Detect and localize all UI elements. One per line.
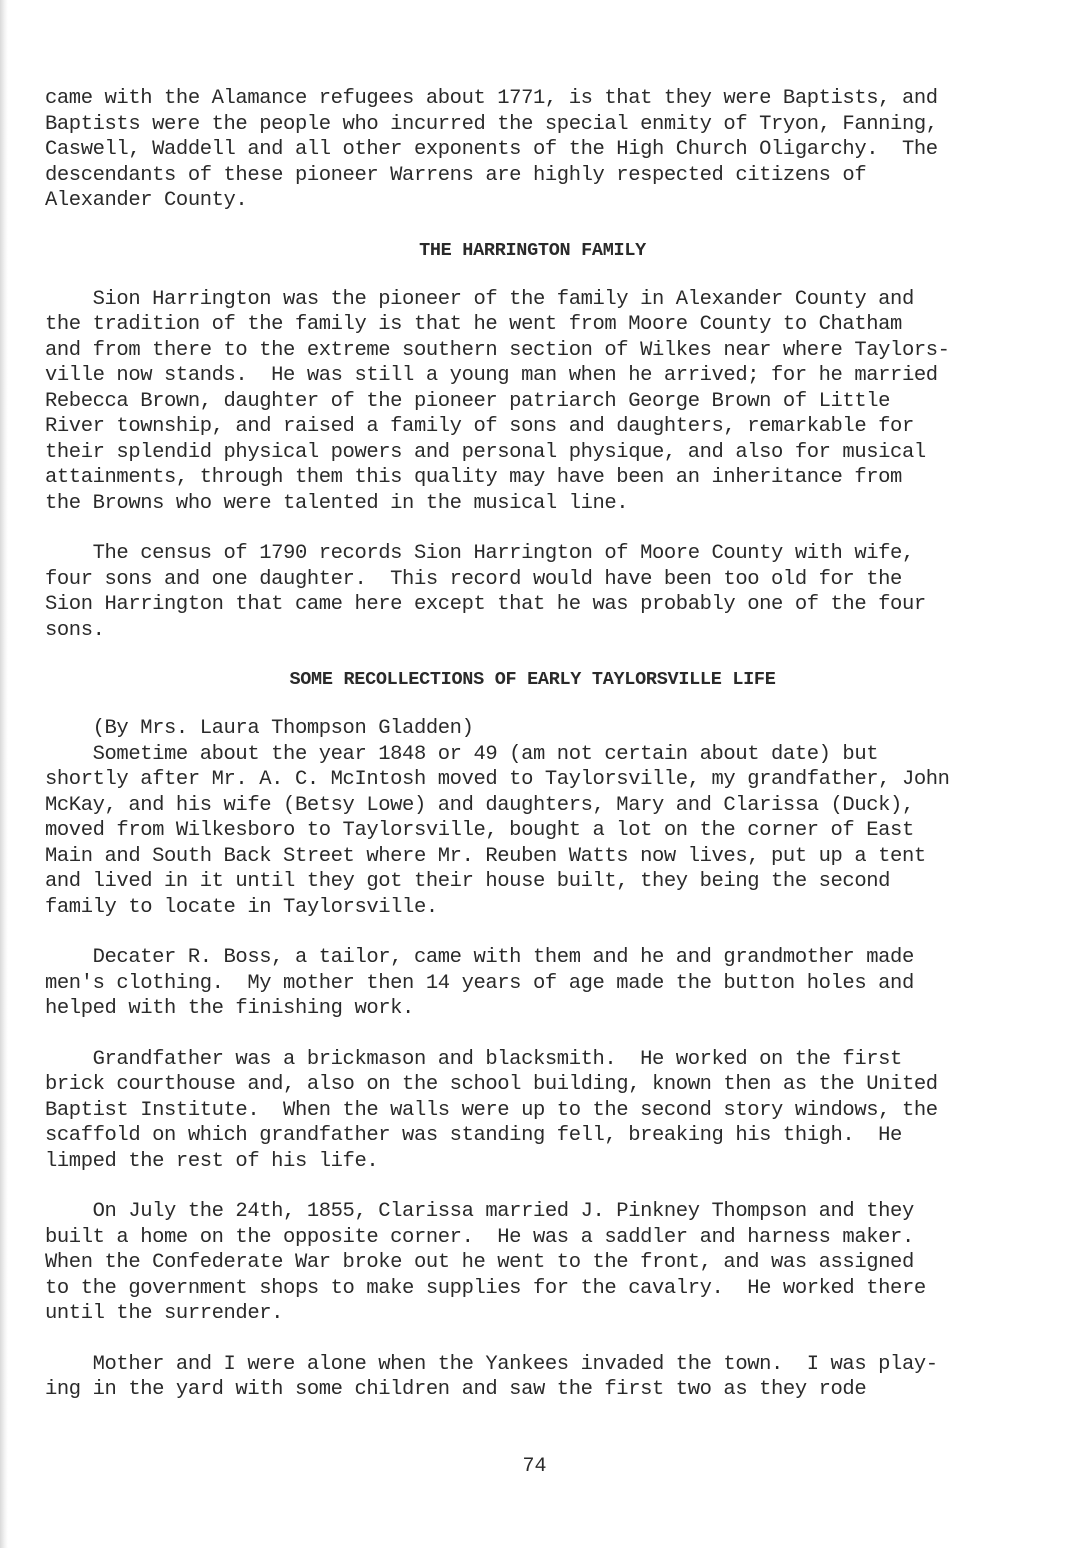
text-line: limped the rest of his life. xyxy=(45,1149,379,1173)
text-line: moved from Wilkesboro to Taylorsville, bought a lot on the corner of East xyxy=(45,819,914,842)
harrington-paragraph xyxy=(45,287,1020,517)
text-line: helped with the finishing work. xyxy=(45,997,414,1020)
text-line: built a home on the opposite corner. He was a saddler and harness maker. xyxy=(45,1225,914,1249)
text-line: to the government shops to make supplies for the cavalry. He worked there xyxy=(45,1276,926,1300)
page-binding-edge xyxy=(0,0,8,1548)
text-line: Baptist Institute. When the walls were up to the second story windows, the xyxy=(45,1098,938,1122)
text-line: the tradition of the family is that he went from Moore County to Chatham xyxy=(45,313,902,336)
text-line: Decater R. Boss, a tailor, came with them and he and grandmother made xyxy=(45,946,914,969)
text-line: Sion Harrington that came here except that he was probably one of the four xyxy=(45,593,926,616)
text-line: scaffold on which grandfather was standing fell, breaking his thigh. He xyxy=(45,1124,902,1147)
text-line: the Browns who were talented in the musical line. xyxy=(45,491,629,515)
text-line: family to locate in Taylorsville. xyxy=(45,895,438,919)
text-line: Sion Harrington was the pioneer of the family in Alexander County and xyxy=(45,287,914,311)
text-line: men's clothing. My mother then 14 years of age made the button holes and xyxy=(45,971,914,995)
text-line: attainments, through them this quality may have been an inheritance from xyxy=(45,466,902,489)
text-line: and from there to the extreme southern section of Wilkes near where Taylors- xyxy=(45,338,950,362)
text-line: The census of 1790 records Sion Harrington of Moore County with wife, xyxy=(45,542,914,565)
text-line: and lived in it until they got their house built, they being the second xyxy=(45,870,891,893)
text-line: Caswell, Waddell and all other exponents of the High Church Oligarchy. The xyxy=(45,138,938,161)
harrington-heading: THE HARRINGTON FAMILY xyxy=(419,239,646,261)
text-line: until the surrender. xyxy=(45,1302,284,1325)
text-line: When the Confederate War broke out he went to the front, and was assigned xyxy=(45,1251,914,1274)
text-line: shortly after Mr. A. C. McIntosh moved to Taylorsville, my grandfather, John xyxy=(45,768,950,791)
text-line: Alexander County. xyxy=(45,189,248,212)
text-line: came with the Alamance refugees about 1771, is that they were Baptists, and xyxy=(45,87,938,110)
text-line: ing in the yard with some children and saw the first two as they rode xyxy=(45,1378,867,1401)
text-line: On July the 24th, 1855, Clarissa married J. Pinkney Thompson and they xyxy=(45,1200,914,1223)
text-line: Mother and I were alone when the Yankees invaded the town. I was play- xyxy=(45,1352,938,1376)
recollections-paragraph xyxy=(45,945,1020,1022)
harrington-paragraph xyxy=(45,541,1020,643)
page-number: 74 xyxy=(522,1455,547,1478)
intro-paragraph xyxy=(45,86,1020,214)
recollections-paragraph xyxy=(45,1199,1020,1327)
text-line: ville now stands. He was still a young man when he arrived; for he married xyxy=(45,364,938,387)
text-line: brick courthouse and, also on the school building, known then as the United xyxy=(45,1073,938,1096)
text-line: descendants of these pioneer Warrens are highly respected citizens of xyxy=(45,163,867,187)
recollections-paragraph xyxy=(45,716,1020,920)
text-line: River township, and raised a family of sons and daughters, remarkable for xyxy=(45,415,914,438)
text-line: Baptists were the people who incurred the special enmity of Tryon, Fanning, xyxy=(45,112,938,136)
text-line: Grandfather was a brickmason and blacksmith. He worked on the first xyxy=(45,1047,902,1071)
text-line: Sometime about the year 1848 or 49 (am not certain about date) but xyxy=(45,742,879,766)
text-line: McKay, and his wife (Betsy Lowe) and daughters, Mary and Clarissa (Duck), xyxy=(45,793,914,817)
text-line: sons. xyxy=(45,618,105,642)
recollections-paragraph xyxy=(45,1352,1020,1403)
text-line: four sons and one daughter. This record would have been too old for the xyxy=(45,567,902,591)
text-line: Rebecca Brown, daughter of the pioneer patriarch George Brown of Little xyxy=(45,389,891,413)
page-content xyxy=(45,86,1020,1403)
text-line: Main and South Back Street where Mr. Reuben Watts now lives, put up a tent xyxy=(45,844,926,868)
recollections-heading: SOME RECOLLECTIONS OF EARLY TAYLORSVILLE LIFE xyxy=(289,669,776,690)
recollections-paragraph xyxy=(45,1047,1020,1175)
text-line: their splendid physical powers and personal physique, and also for musical xyxy=(45,440,926,464)
text-line: (By Mrs. Laura Thompson Gladden) xyxy=(45,717,474,740)
